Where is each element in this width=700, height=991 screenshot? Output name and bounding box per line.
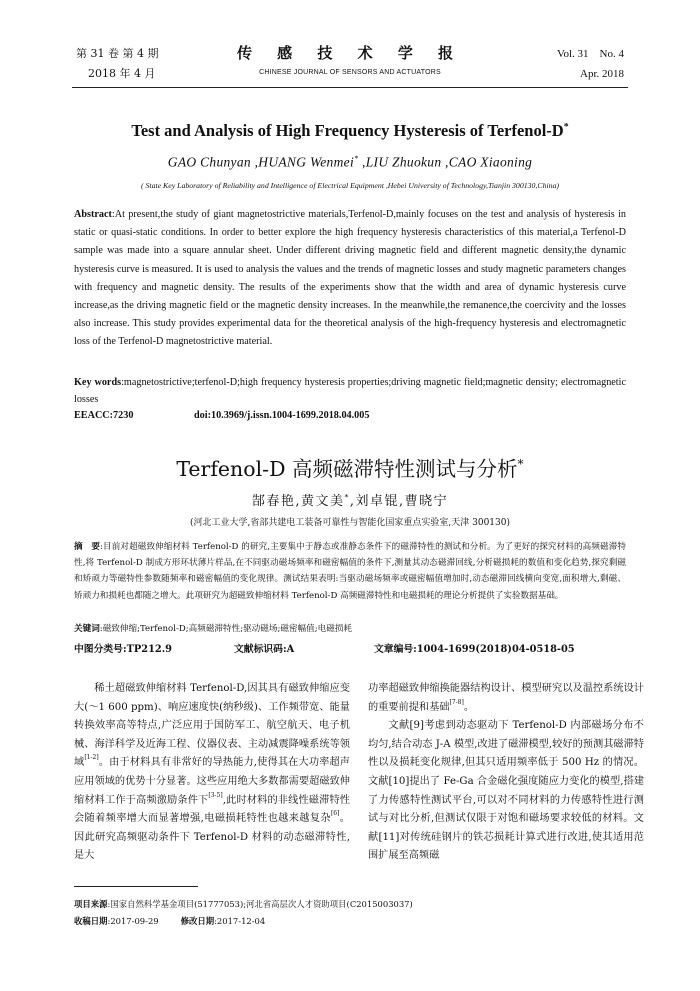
english-authors: [60, 154, 640, 171]
keywords-text: :magnetostrictive;terfenol-D;high frequency hysteresis properties;driving magnetic field;magnetic density; electromagnetic losses: [74, 377, 626, 405]
body-column-right: [368, 680, 644, 866]
english-keywords: [74, 375, 626, 408]
chinese-authors: [60, 490, 640, 509]
english-authors-rest: ,LIU Zhuokun ,CAO Xiaoning: [358, 154, 533, 170]
english-abstract: [74, 206, 626, 352]
date-cn: 2018 年 4 月: [88, 67, 156, 80]
corresponding-author-mark: *: [354, 154, 359, 163]
body-paragraph: [74, 680, 350, 866]
chinese-title-text: Terfenol-D 高频磁滞特性测试与分析: [176, 457, 518, 481]
funding-label: 项目来源: [74, 899, 108, 909]
chinese-keywords-label: 关键词: [74, 624, 100, 634]
funding-note: [74, 896, 634, 913]
volume-cn: 第 31 卷 第 4 期: [76, 47, 159, 60]
chinese-authors-rest: ,刘卓锟,曹晓宁: [349, 494, 449, 509]
body-text: 。: [463, 701, 475, 713]
footnotes: [74, 896, 634, 930]
body-paragraph: 文献[9]考虑到动态驱动下 Terfenol-D 内部磁场分布不均匀,结合动态 J-A 模型,改进了磁滞模型,较好的预测其磁滞特性以及损耗变化规律,但其只适用频率低于 500 Hz 的情况。文献[10]提出了 Fe-Ga 合金磁化强度随应力变化的模型,搭建了力传感特性测试平台,可以对不同材料的力传感特性进行测试与对比分析,但测试仅限于对饱和磁场要求较低的材料。文献[11]对传统硅钢片的铁芯损耗计算式进行改进,使其适用范围扩展至高频磁: [368, 720, 644, 862]
chinese-title: [60, 452, 640, 482]
eeacc-code: EEACC:7230: [74, 410, 134, 421]
citation: [3-5]: [208, 791, 223, 799]
body-text: 稀土超磁致伸缩材料 Terfenol-D,因其具有磁致伸缩应变大(～1 600 ppm)、响应速度快(纳秒级)、工作频带宽、能量转换效率高等特点,广泛应用于国防军工、航空航天、电子机械、海洋科学及近海工程、仪器仪表、主动减震降噪系统等领域: [74, 683, 350, 769]
received-label: 收稿日期: [74, 916, 108, 926]
dates-note: [74, 913, 634, 930]
citation: [6]: [330, 810, 340, 818]
chinese-affiliation: (河北工业大学,省部共建电工装备可靠性与智能化国家重点实验室,天津 300130): [190, 518, 510, 528]
english-affiliation: ( State Key Laboratory of Reliability and Intelligence of Electrical Equipment ,Hebei University of Technology,Tianjin 300130,China): [140, 181, 560, 190]
clc-number: 中图分类号:TP212.9: [74, 644, 172, 655]
english-authors-first: GAO Chunyan ,HUANG Wenmei: [167, 154, 354, 170]
body-text: ,此时材料的非线性磁滞特性会随着频率增大而显著增强,电磁损耗特性也越来越复杂: [74, 794, 350, 825]
funding-text: :国家自然科学基金项目(51777053);河北省高层次人才资助项目(C2015003037): [107, 899, 413, 909]
abstract-label: Abstract: [74, 209, 112, 220]
citation: [7-8]: [449, 698, 464, 706]
footnote-divider: [74, 886, 198, 887]
body-text: 功率超磁致伸缩换能器结构设计、模型研究以及温控系统设计的重要前提和基础: [368, 683, 644, 713]
chinese-authors-first: 郜春艳,黄文美: [251, 494, 345, 509]
body-paragraph: [368, 680, 644, 717]
article-number: 文章编号:1004-1699(2018)04-0518-05: [374, 644, 575, 655]
chinese-keywords: [74, 621, 626, 637]
english-title-text: Test and Analysis of High Frequency Hysteresis of Terfenol-D: [131, 121, 564, 140]
issue-info-en: [557, 44, 624, 84]
chinese-title-footnote-mark: *: [517, 457, 524, 472]
header-divider: [72, 87, 628, 88]
journal-name-cn: 传 感 技 术 学 报: [236, 44, 464, 62]
english-title: [60, 121, 640, 141]
english-title-footnote-mark: *: [563, 121, 569, 133]
classification-codes-en: [74, 410, 626, 421]
journal-masthead: [180, 42, 520, 76]
citation: [1-2]: [84, 754, 99, 762]
date-en: Apr. 2018: [580, 68, 624, 80]
revised-date: :2017-12-04: [214, 916, 266, 926]
journal-name-en: CHINESE JOURNAL OF SENSORS AND ACTUATORS: [259, 69, 441, 76]
document-code: 文献标识码:A: [234, 644, 295, 655]
keywords-label: Key words: [74, 377, 122, 388]
chinese-keywords-text: :磁致伸缩;Terfenol-D;高频磁滞特性;驱动磁场;磁密幅值;电磁损耗: [99, 624, 353, 634]
issue-info-cn: [76, 44, 158, 84]
revised-label: 修改日期: [180, 916, 215, 926]
chinese-corresponding-mark: *: [344, 492, 350, 502]
body-column-left: [74, 680, 350, 866]
body-text: 。由于材料具有非常好的导热能力,使得其在大功率超声应用领域的优势十分显著。这些应用绝大多数都需要超磁致伸缩材料工作于高频激励条件下: [74, 757, 350, 806]
chinese-abstract-label: 摘 要: [74, 542, 101, 552]
chinese-abstract: [74, 539, 626, 604]
received-date: :2017-09-29: [107, 916, 159, 926]
volume-en: Vol. 31 No. 4: [556, 48, 624, 60]
abstract-text: :At present,the study of giant magnetostrictive materials,Terfenol-D,mainly focuses on the test and analysis of hysteresis in static or quasi-static conditions. In order to better explore the high frequency hysteresis characteristics of this material,a Terfenol-D sample was made into a square annular sheet. Under different driving magnetic field and different magnetic density,the dynamic hysteresis curve is measured. It is used to analysis the values and the trends of magnetic losses and study magnetic parameters changes with frequency and magnetic density. The results of the experiments show that the width and area of dynamic hysteresis curve increase,as the driving magnetic field or the magnetic density increases. In the meanwhile,the remanence,the coercivity and the losses also increase. This study provides experimental data for the theoretical analysis of the high-frequency hysteresis and electromagnetic loss of the Terfenol-D magnetostrictive material.: [74, 209, 626, 348]
chinese-abstract-text: :目前对超磁致伸缩材料 Terfenol-D 的研究,主要集中于静态或准静态条件下的磁滞特性的测试和分析。为了更好的探究材料的高频磁滞特性,将 Terfenol-D 制成方形环状薄片样品,在不同驱动磁场频率和磁密幅值的条件下,测量其动态磁滞回线,分析磁损耗的数值和变化趋势,探究剩磁和矫顽力等磁特性参数随频率和磁密幅值的变化规律。测试结果表明:当驱动磁场频率或磁密幅值增加时,动态磁滞回线横向变宽,面积增大,剩磁、矫顽力和损耗也都随之增大。此项研究为超磁致伸缩材料 Terfenol-D 高频磁滞特性和电磁损耗的理论分析提供了实验数据基础。: [74, 542, 626, 601]
doi: doi:10.3969/j.issn.1004-1699.2018.04.005: [194, 410, 370, 421]
body-text: 。因此研究高频驱动条件下 Terfenol-D 材料的动态磁滞特性,是大: [74, 813, 350, 862]
